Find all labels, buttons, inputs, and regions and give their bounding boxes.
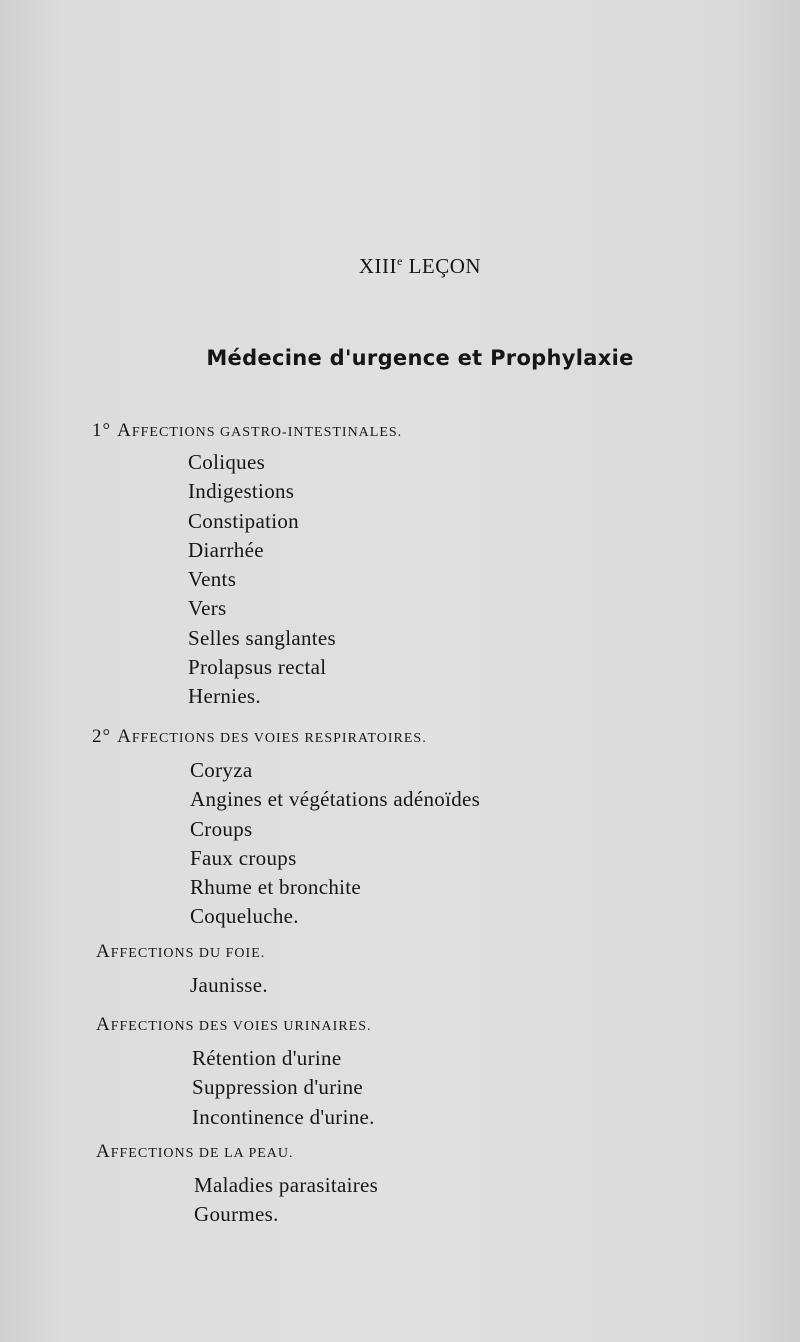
heading-initial: A: [117, 420, 132, 441]
heading-text: FFECTIONS DE LA PEAU.: [110, 1146, 294, 1161]
lesson-numeral: XIII: [358, 254, 398, 278]
section-heading: [96, 1014, 375, 1036]
list-item: Vers: [188, 596, 227, 621]
list-item: Coqueluche.: [190, 904, 299, 929]
list-item: Coryza: [190, 758, 253, 782]
item-list: [190, 971, 268, 1000]
list-item: Selles sanglantes: [188, 625, 336, 650]
section-heading: [92, 726, 480, 748]
item-list: [194, 1171, 378, 1230]
list-item: Incontinence d'urine.: [192, 1104, 375, 1129]
section-gastro-intestinal: [92, 420, 402, 712]
list-item: Hernies.: [188, 684, 261, 709]
heading-text: FFECTIONS DES VOIES URINAIRES.: [110, 1019, 372, 1034]
section-heading: [92, 420, 402, 442]
list-item: Suppression d'urine: [192, 1075, 364, 1100]
list-item: Jaunisse.: [190, 973, 268, 997]
lesson-number: [0, 254, 800, 279]
lesson-word: LEÇON: [408, 254, 482, 278]
heading-initial: A: [96, 941, 111, 962]
section-number: 2°: [92, 726, 112, 747]
heading-text: FFECTIONS GASTRO-INTESTINALES.: [131, 425, 403, 440]
section-urinary: [96, 1014, 375, 1132]
section-heading: [96, 1141, 378, 1163]
list-item: Constipation: [188, 508, 299, 533]
section-skin: [96, 1141, 378, 1230]
page-title: Médecine d'urgence et Prophylaxie: [206, 346, 634, 370]
heading-initial: A: [96, 1141, 111, 1162]
section-heading: [96, 941, 268, 963]
item-list: [188, 448, 402, 712]
list-item: Rhume et bronchite: [190, 875, 362, 900]
heading-text: FFECTIONS DU FOIE.: [110, 946, 266, 961]
list-item: Gourmes.: [194, 1202, 279, 1227]
list-item: Croups: [190, 816, 253, 841]
list-item: Angines et végétations adénoïdes: [190, 787, 481, 812]
heading-initial: A: [96, 1014, 111, 1035]
list-item: Coliques: [188, 450, 266, 474]
heading-text: FFECTIONS DES VOIES RESPIRATOIRES.: [131, 731, 427, 746]
list-item: Indigestions: [188, 479, 295, 504]
lesson-superscript: e: [397, 254, 403, 268]
item-list: [192, 1044, 375, 1132]
item-list: [190, 756, 480, 932]
list-item: Maladies parasitaires: [194, 1173, 379, 1197]
list-item: Rétention d'urine: [192, 1046, 342, 1070]
section-number: 1°: [92, 420, 112, 441]
section-liver: [96, 941, 268, 1000]
section-respiratory: [92, 726, 480, 932]
heading-initial: A: [117, 726, 132, 747]
list-item: Faux croups: [190, 845, 297, 870]
list-item: Vents: [188, 567, 237, 592]
list-item: Prolapsus rectal: [188, 655, 327, 680]
list-item: Diarrhée: [188, 537, 264, 562]
